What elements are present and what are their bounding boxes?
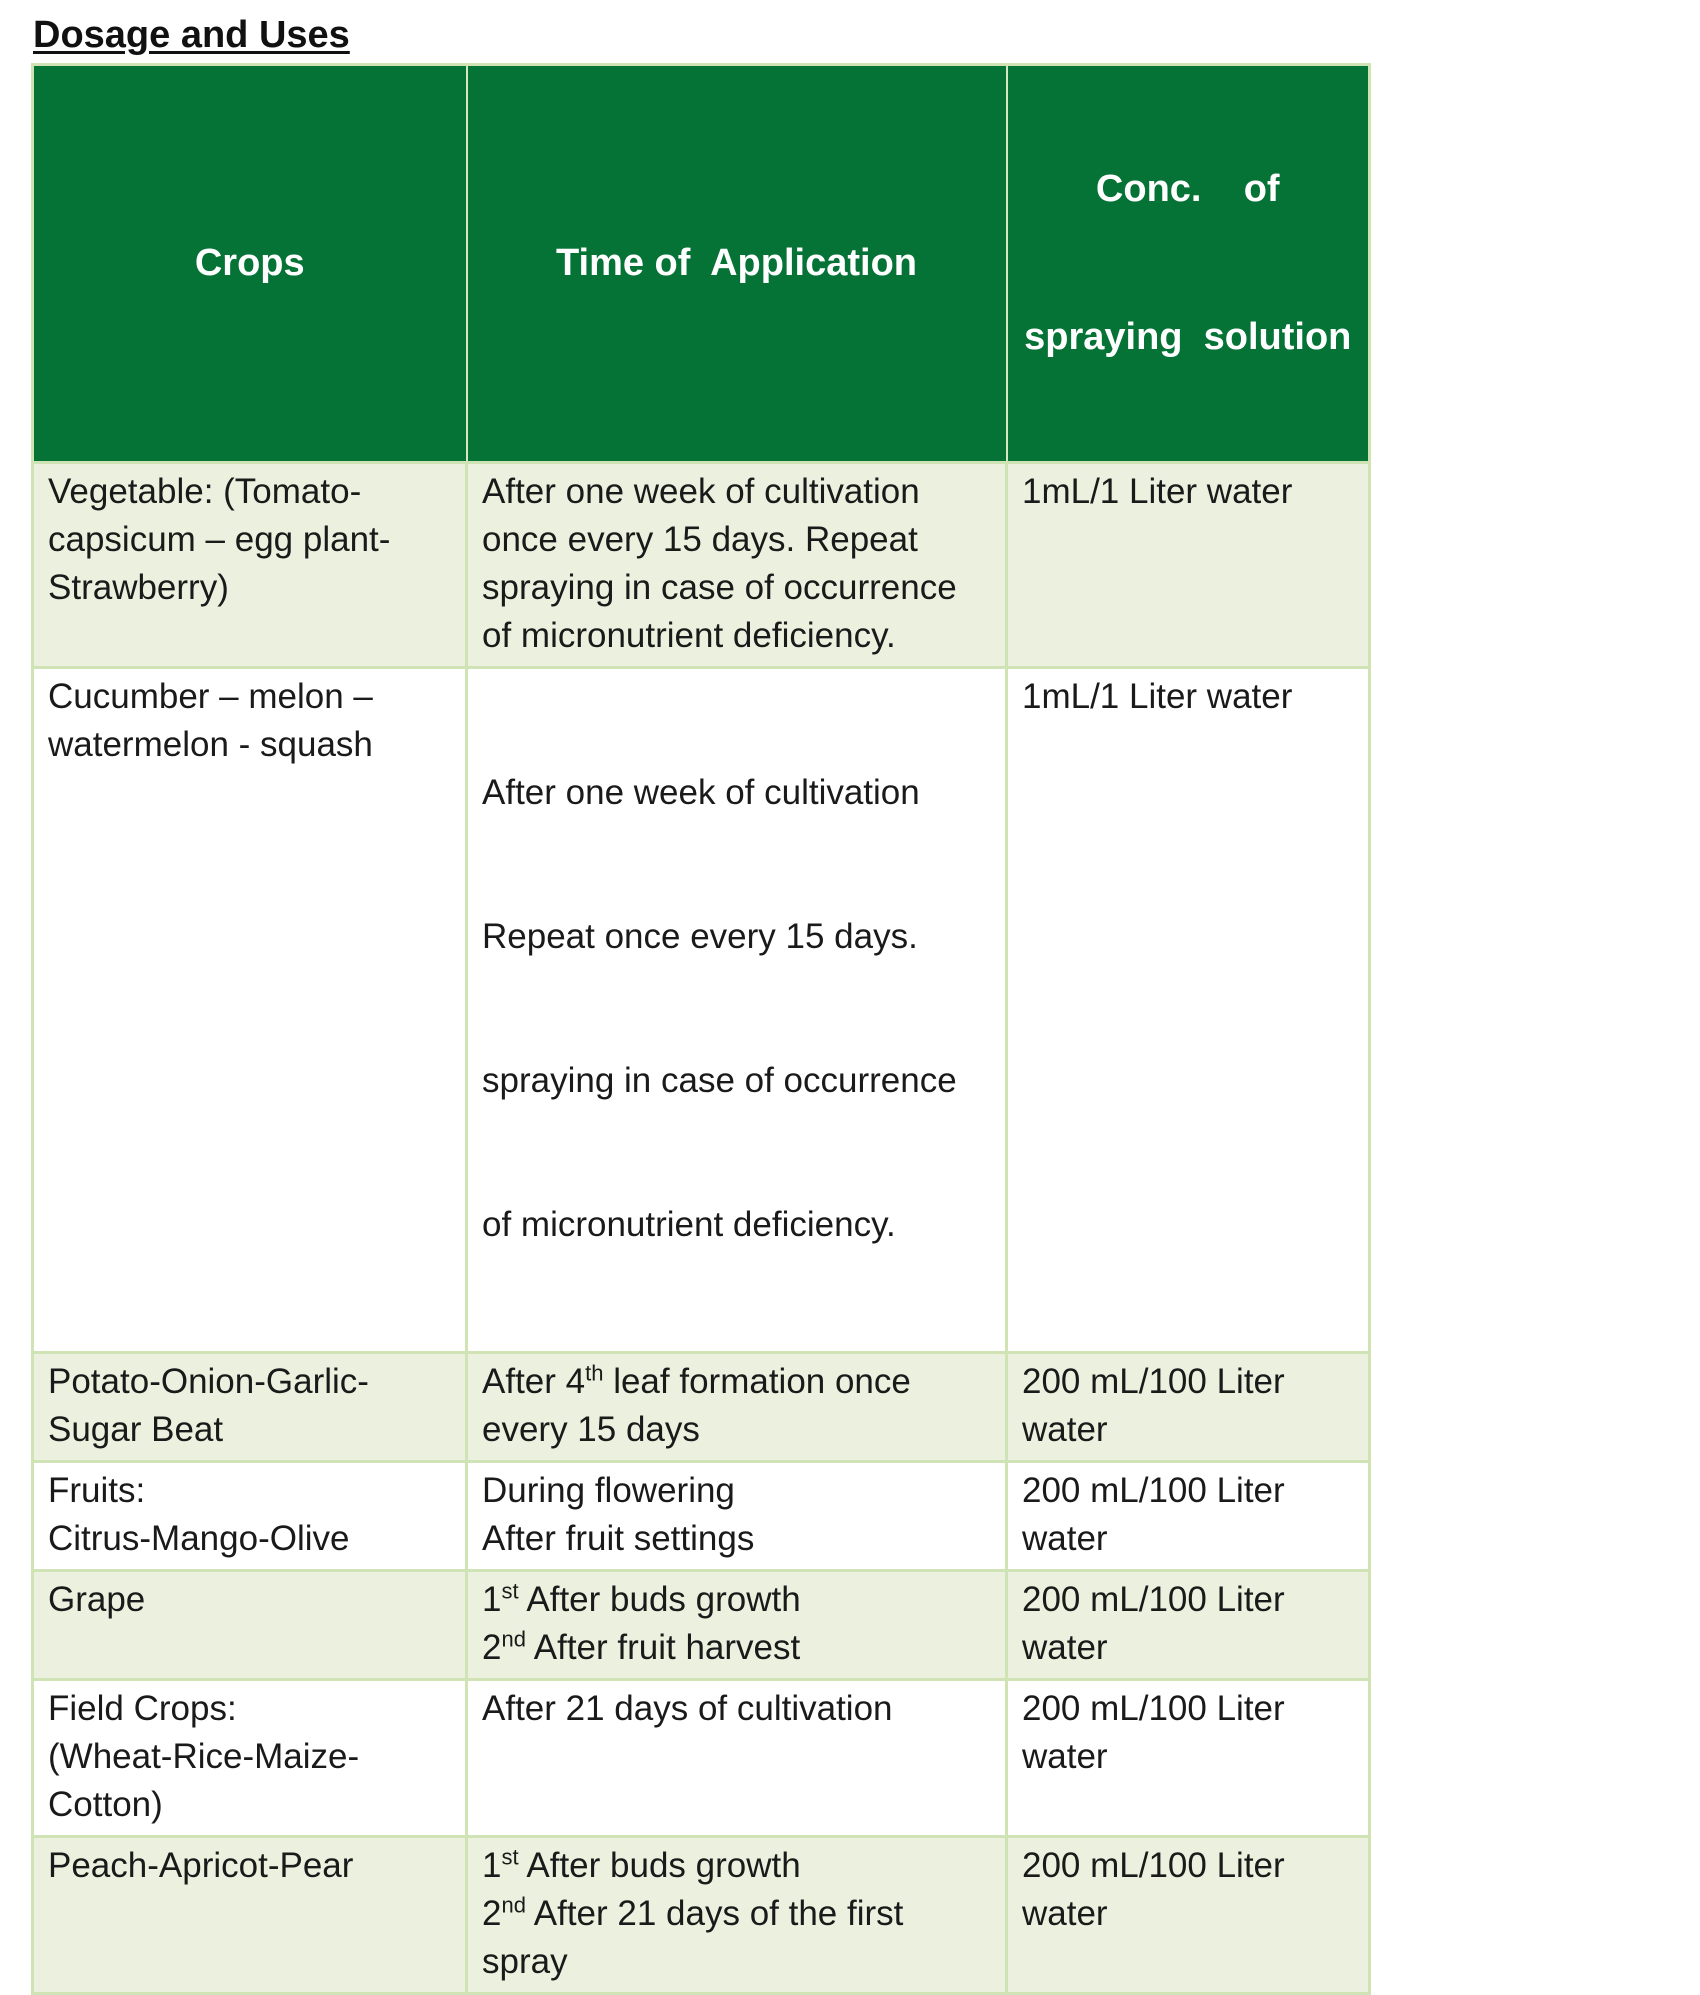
cell-crops: Cucumber – melon – watermelon - squash [33,668,467,1353]
cell-crops: Grape [33,1571,467,1680]
cell-concentration: 1mL/1 Liter water [1007,463,1370,668]
cell-crops: Peach-Apricot-Pear [33,1837,467,1994]
cell-concentration: 200 mL/100 Liter water [1007,1353,1370,1462]
cell-concentration: 200 mL/100 Liter water [1007,1680,1370,1837]
cell-concentration: 200 mL/100 Liter water [1007,1462,1370,1571]
header-time-of-application: Time of Application [467,65,1007,463]
cell-concentration: 1mL/1 Liter water [1007,668,1370,1353]
table-row [33,1571,1370,1680]
page-title: Dosage and Uses [33,14,350,56]
cell-crops: Fruits: Citrus-Mango-Olive [33,1462,467,1571]
header-crops: Crops [33,65,467,463]
cell-crops: Vegetable: (Tomato- capsicum – egg plant- Strawberry) [33,463,467,668]
cell-time: After one week of cultivation Repeat once every 15 days. spraying in case of occurrence of micronutrient deficiency. [467,668,1007,1353]
cell-time: 1st After buds growth 2nd After 21 days of the first spray [467,1837,1007,1994]
cell-time: After 21 days of cultivation [467,1680,1007,1837]
cell-crops: Potato-Onion-Garlic- Sugar Beat [33,1353,467,1462]
table-row [33,1353,1370,1462]
cell-time: 1st After buds growth 2nd After fruit harvest [467,1571,1007,1680]
table-row [33,463,1370,668]
dosage-table [31,63,1371,1995]
table-row [33,668,1370,1353]
cell-crops: Field Crops: (Wheat-Rice-Maize- Cotton) [33,1680,467,1837]
cell-time: During flowering After fruit settings [467,1462,1007,1571]
header-concentration: Conc. of spraying solution [1007,65,1370,463]
cell-concentration: 200 mL/100 Liter water [1007,1837,1370,1994]
cell-time: After 4th leaf formation once every 15 days [467,1353,1007,1462]
cell-time: After one week of cultivation once every 15 days. Repeat spraying in case of occurrence of micronutrient deficiency. [467,463,1007,668]
table-row [33,1462,1370,1571]
table-row [33,1837,1370,1994]
cell-concentration: 200 mL/100 Liter water [1007,1571,1370,1680]
table-row [33,1680,1370,1837]
table-header-row [33,65,1370,463]
